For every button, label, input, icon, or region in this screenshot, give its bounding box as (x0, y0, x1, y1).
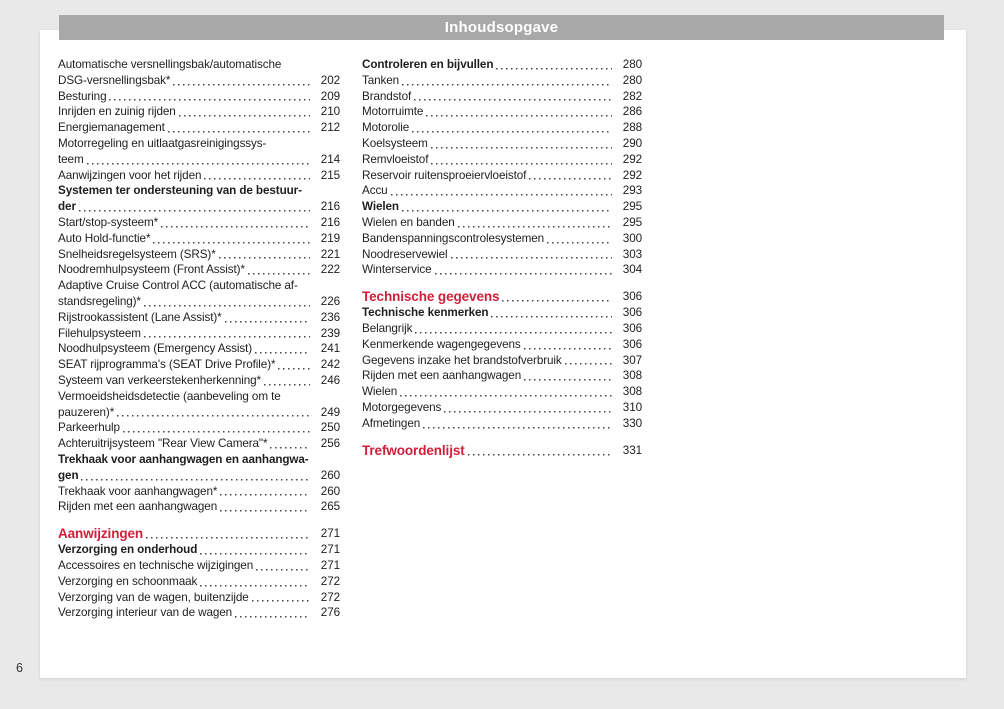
toc-entry-page: 306 (622, 337, 642, 351)
toc-entry-page: 300 (622, 231, 642, 245)
toc-entry-page: 271 (320, 527, 340, 541)
dot-leader (400, 384, 612, 400)
toc-entry-label: Parkeerhulp (58, 421, 120, 435)
toc-entry[interactable] (58, 590, 340, 606)
toc-entry[interactable] (362, 416, 642, 432)
toc-entry-label: Achteruitrijsysteem "Rear View Camera"* (58, 437, 268, 451)
page-number: 6 (16, 661, 23, 675)
dot-leader (444, 400, 612, 416)
toc-entry-label: Inrijden en zuinig rijden (58, 105, 176, 119)
dot-leader (200, 574, 310, 590)
dot-leader (468, 441, 612, 459)
toc-entry-page: 306 (622, 290, 642, 304)
toc-entry[interactable] (58, 499, 340, 515)
toc-entry-page: 271 (320, 558, 340, 572)
toc-entry-label: Verzorging en schoonmaak (58, 574, 198, 588)
dot-leader (423, 416, 612, 432)
dot-leader (431, 136, 612, 152)
toc-entry-page: 256 (320, 437, 340, 451)
toc-entry-page: 308 (622, 369, 642, 383)
toc-entry[interactable] (362, 321, 642, 337)
toc-entry-page: 241 (320, 342, 340, 356)
dot-leader (248, 262, 310, 278)
toc-entry-label: Tanken (362, 73, 400, 87)
dot-leader (496, 57, 612, 73)
toc-entry-label: teem (58, 152, 84, 166)
toc-entry[interactable] (58, 373, 340, 389)
toc-entry[interactable] (362, 337, 642, 353)
toc-entry-page: 304 (622, 263, 642, 277)
toc-entry-page: 209 (320, 89, 340, 103)
toc-entry[interactable] (58, 294, 340, 310)
toc-entry-page: 260 (320, 484, 340, 498)
toc-entry[interactable] (58, 436, 340, 452)
dot-leader (144, 294, 310, 310)
toc-entry-label: Rijstrookassistent (Lane Assist)* (58, 310, 222, 324)
toc-entry-page: 212 (320, 121, 340, 135)
toc-entry-page: 250 (320, 421, 340, 435)
toc-column-right (362, 57, 642, 621)
toc-entry[interactable] (362, 152, 642, 168)
toc-entry-page: 292 (622, 168, 642, 182)
toc-entry-label: Verzorging interieur van de wagen (58, 606, 233, 620)
toc-entry-label: Motorruimte (362, 105, 424, 119)
dot-leader (123, 420, 310, 436)
dot-leader (491, 305, 612, 321)
toc-entry-label: Afmetingen (362, 416, 421, 430)
toc-entry[interactable] (58, 341, 340, 357)
toc-entry-label: SEAT rijprogramma's (SEAT Drive Profile)* (58, 358, 276, 372)
toc-entry[interactable] (58, 120, 340, 136)
dot-leader (220, 499, 310, 515)
toc-entry[interactable] (58, 168, 340, 184)
toc-entry[interactable] (362, 262, 642, 278)
toc-entry[interactable] (362, 168, 642, 184)
dot-leader (270, 436, 310, 452)
dot-leader (565, 353, 612, 369)
dot-leader (235, 605, 310, 621)
toc-entry-label: Wielen (362, 385, 398, 399)
toc-entry-label: Kenmerkende wagengegevens (362, 337, 521, 351)
toc-entry[interactable] (58, 73, 340, 89)
dot-leader (81, 468, 310, 484)
toc-entry-label: Bandenspanningscontrolesystemen (362, 231, 545, 245)
dot-leader (200, 542, 310, 558)
toc-entry-page: 221 (320, 247, 340, 261)
toc-entry-label: Motorgegevens (362, 400, 442, 414)
toc-entry-label: Aanwijzingen voor het rijden (58, 168, 202, 182)
toc-entry-label: Controleren en bijvullen (362, 58, 494, 71)
dot-leader (117, 405, 310, 421)
toc-entry-label: Aanwijzingen (58, 526, 144, 542)
toc-entry[interactable] (362, 183, 642, 199)
toc-entry-label: Technische kenmerken (362, 306, 489, 320)
toc-entry-label: Systeem van verkeerstekenherkenning* (58, 373, 261, 387)
toc-entry[interactable] (58, 452, 340, 468)
toc-entry-label: Energiemanagement (58, 121, 165, 135)
toc-entry[interactable] (58, 89, 340, 105)
dot-leader (524, 337, 612, 353)
toc-entry-page: 242 (320, 358, 340, 372)
toc-entry[interactable] (58, 326, 340, 342)
dot-leader (278, 357, 310, 373)
toc-entry-label: Trekhaak voor aanhangwagen* (58, 484, 218, 498)
toc-entry[interactable] (58, 231, 340, 247)
toc-entry-page: 295 (622, 215, 642, 229)
toc-entry-label: Filehulpsysteem (58, 326, 141, 340)
toc-entry-page: 222 (320, 263, 340, 277)
toc-entry[interactable] (362, 199, 642, 215)
toc-entry-page: 303 (622, 247, 642, 261)
toc-entry[interactable] (362, 247, 642, 263)
toc-entry-label: Verzorging en onderhoud (58, 543, 198, 557)
toc-entry[interactable] (58, 357, 340, 373)
dot-leader (426, 104, 612, 120)
toc-entry-label: Noodreservewiel (362, 247, 448, 261)
toc-entry-label: Gegevens inzake het brandstofverbruik (362, 353, 562, 367)
toc-entry-label: Noodremhulpsysteem (Front Assist)* (58, 263, 245, 277)
toc-entry-page: 276 (320, 606, 340, 620)
dot-leader (168, 120, 310, 136)
dot-leader (255, 341, 310, 357)
toc-entry-label: Brandstof (362, 89, 412, 103)
toc-entry[interactable] (362, 441, 642, 459)
dot-leader (161, 215, 310, 231)
dot-leader (220, 484, 310, 500)
toc-entry[interactable] (362, 400, 642, 416)
dot-leader (219, 247, 310, 263)
toc-entry-page: 307 (622, 353, 642, 367)
toc-entry[interactable] (58, 215, 340, 231)
toc-entry[interactable] (58, 57, 340, 73)
dot-leader (391, 183, 612, 199)
toc-entry-page: 219 (320, 231, 340, 245)
toc-entry-page: 249 (320, 405, 340, 419)
toc-entry-page: 210 (320, 105, 340, 119)
toc-entry-page: 282 (622, 89, 642, 103)
toc-entry[interactable] (362, 215, 642, 231)
toc-entry-label: der (58, 200, 76, 214)
toc-entry-label: Motorolie (362, 121, 410, 135)
toc-entry[interactable] (362, 368, 642, 384)
dot-leader (225, 310, 310, 326)
toc-entry-label: Winterservice (362, 263, 432, 277)
toc-entry[interactable] (58, 558, 340, 574)
toc-entry-label: Wielen (362, 200, 399, 214)
toc-entry-label: Trefwoordenlijst (362, 442, 465, 458)
toc-entry-label: Automatische versnellingsbak/automatische (58, 58, 282, 71)
toc-entry-page: 306 (622, 321, 642, 335)
toc-entry-label: Snelheidsregelsysteem (SRS)* (58, 247, 216, 261)
toc-entry[interactable] (58, 542, 340, 558)
toc-entry[interactable] (362, 73, 642, 89)
dot-leader (256, 558, 310, 574)
toc-entry-label: standsregeling)* (58, 294, 141, 308)
toc-entry-page: 308 (622, 385, 642, 399)
toc-entry-label: pauzeren)* (58, 405, 115, 419)
toc-entry-page: 271 (320, 543, 340, 557)
dot-leader (435, 262, 613, 278)
toc-entry[interactable] (58, 524, 340, 542)
toc-entry-label: Rijden met een aanhangwagen (362, 369, 522, 383)
toc-entry-label: Wielen en banden (362, 215, 455, 229)
toc-entry[interactable] (58, 605, 340, 621)
toc-entry-page: 286 (622, 105, 642, 119)
toc-entry[interactable] (362, 231, 642, 247)
dot-leader (458, 215, 612, 231)
dot-leader (502, 287, 612, 305)
toc-entry[interactable] (58, 262, 340, 278)
toc-entry[interactable] (362, 287, 642, 305)
toc-entry-label: Trekhaak voor aanhangwagen en aanhangwa- (58, 452, 309, 466)
toc-entry[interactable] (58, 247, 340, 263)
toc-entry[interactable] (362, 136, 642, 152)
toc-entry[interactable] (58, 136, 340, 152)
toc-entry[interactable] (58, 278, 340, 294)
toc-entry-label: Accessoires en technische wijzigingen (58, 558, 254, 572)
toc-entry[interactable] (58, 310, 340, 326)
toc-entry[interactable] (58, 199, 340, 215)
toc-entry-page: 295 (622, 200, 642, 214)
toc-entry-page: 260 (320, 468, 340, 482)
toc-entry-label: Start/stop-systeem* (58, 215, 159, 229)
toc-entry-page: 215 (320, 168, 340, 182)
toc-entry-label: Accu (362, 184, 388, 198)
dot-leader (547, 231, 612, 247)
dot-leader (87, 152, 310, 168)
toc-entry-label: gen (58, 468, 79, 482)
toc-entry-page: 310 (622, 400, 642, 414)
toc-entry-page: 290 (622, 136, 642, 150)
toc-entry-label: Verzorging van de wagen, buitenzijde (58, 590, 249, 604)
dot-leader (402, 73, 612, 89)
dot-leader (173, 73, 310, 89)
toc-entry-label: Vermoeidsheidsdetectie (aanbeveling om te (58, 389, 281, 403)
toc-entry[interactable] (362, 104, 642, 120)
toc-entry[interactable] (58, 420, 340, 436)
toc-entry-page: 202 (320, 73, 340, 87)
toc-entry-page: 272 (320, 590, 340, 604)
toc-column-left (58, 57, 340, 621)
dot-leader (529, 168, 612, 184)
toc-entry-page: 330 (622, 416, 642, 430)
toc-entry[interactable] (362, 120, 642, 136)
toc-entry-label: Technische gegevens (362, 289, 500, 305)
toc-entry-label: Adaptive Cruise Control ACC (automatische af- (58, 279, 298, 293)
toc-entry-label: Besturing (58, 89, 107, 103)
toc-entry[interactable] (58, 405, 340, 421)
toc-entry[interactable] (362, 384, 642, 400)
toc-entry[interactable] (58, 104, 340, 120)
dot-leader (144, 326, 310, 342)
toc-entry-page: 246 (320, 373, 340, 387)
dot-leader (402, 199, 612, 215)
toc-entry-label: Belangrijk (362, 321, 413, 335)
toc-entry[interactable] (58, 574, 340, 590)
chapter-header-bar (59, 15, 944, 40)
toc-entry-page: 292 (622, 152, 642, 166)
toc-entry-label: Noodhulpsysteem (Emergency Assist) (58, 342, 253, 356)
dot-leader (415, 321, 612, 337)
toc-entry-page: 288 (622, 121, 642, 135)
toc-entry-label: Reservoir ruitensproeiervloeistof (362, 168, 527, 182)
dot-leader (109, 89, 310, 105)
toc-entry[interactable] (58, 389, 340, 405)
toc-entry-page: 216 (320, 215, 340, 229)
toc-entry-page: 265 (320, 500, 340, 514)
dot-leader (153, 231, 310, 247)
dot-leader (524, 368, 612, 384)
toc-entry-label: Remvloeistof (362, 152, 429, 166)
toc-entry-page: 216 (320, 200, 340, 214)
dot-leader (252, 590, 310, 606)
toc-entry-page: 280 (622, 58, 642, 71)
toc-entry-label: DSG-versnellingsbak* (58, 73, 171, 87)
dot-leader (179, 104, 310, 120)
toc-entry-page: 239 (320, 326, 340, 340)
dot-leader (204, 168, 310, 184)
toc-entry[interactable] (58, 484, 340, 500)
toc-entry[interactable] (58, 152, 340, 168)
toc-entry-page: 236 (320, 310, 340, 324)
toc-entry[interactable] (362, 57, 642, 73)
toc-entry[interactable] (362, 89, 642, 105)
dot-leader (414, 89, 612, 105)
toc-entry-page: 293 (622, 184, 642, 198)
toc-entry-label: Auto Hold-functie* (58, 231, 151, 245)
toc-entry[interactable] (362, 353, 642, 369)
dot-leader (431, 152, 612, 168)
toc-entry-page: 280 (622, 73, 642, 87)
toc-entry-label: Rijden met een aanhangwagen (58, 500, 218, 514)
toc-entry-label: Systemen ter ondersteuning van de bestuur- (58, 184, 302, 198)
toc-entry-page: 331 (622, 443, 642, 457)
toc-entry-page: 226 (320, 294, 340, 308)
toc-entry-page: 306 (622, 306, 642, 320)
toc-entry-page: 272 (320, 574, 340, 588)
toc-entry[interactable] (58, 468, 340, 484)
dot-leader (79, 199, 310, 215)
toc-content (58, 57, 642, 621)
toc-entry-label: Koelsysteem (362, 136, 428, 150)
dot-leader (412, 120, 612, 136)
dot-leader (264, 373, 310, 389)
toc-entry-label: Motorregeling en uitlaatgasreinigingssys- (58, 136, 267, 150)
page-title: Inhoudsopgave (444, 19, 559, 36)
dot-leader (451, 247, 612, 263)
toc-entry[interactable] (58, 183, 340, 199)
toc-entry-page: 214 (320, 152, 340, 166)
toc-entry[interactable] (362, 305, 642, 321)
dot-leader (146, 524, 310, 542)
